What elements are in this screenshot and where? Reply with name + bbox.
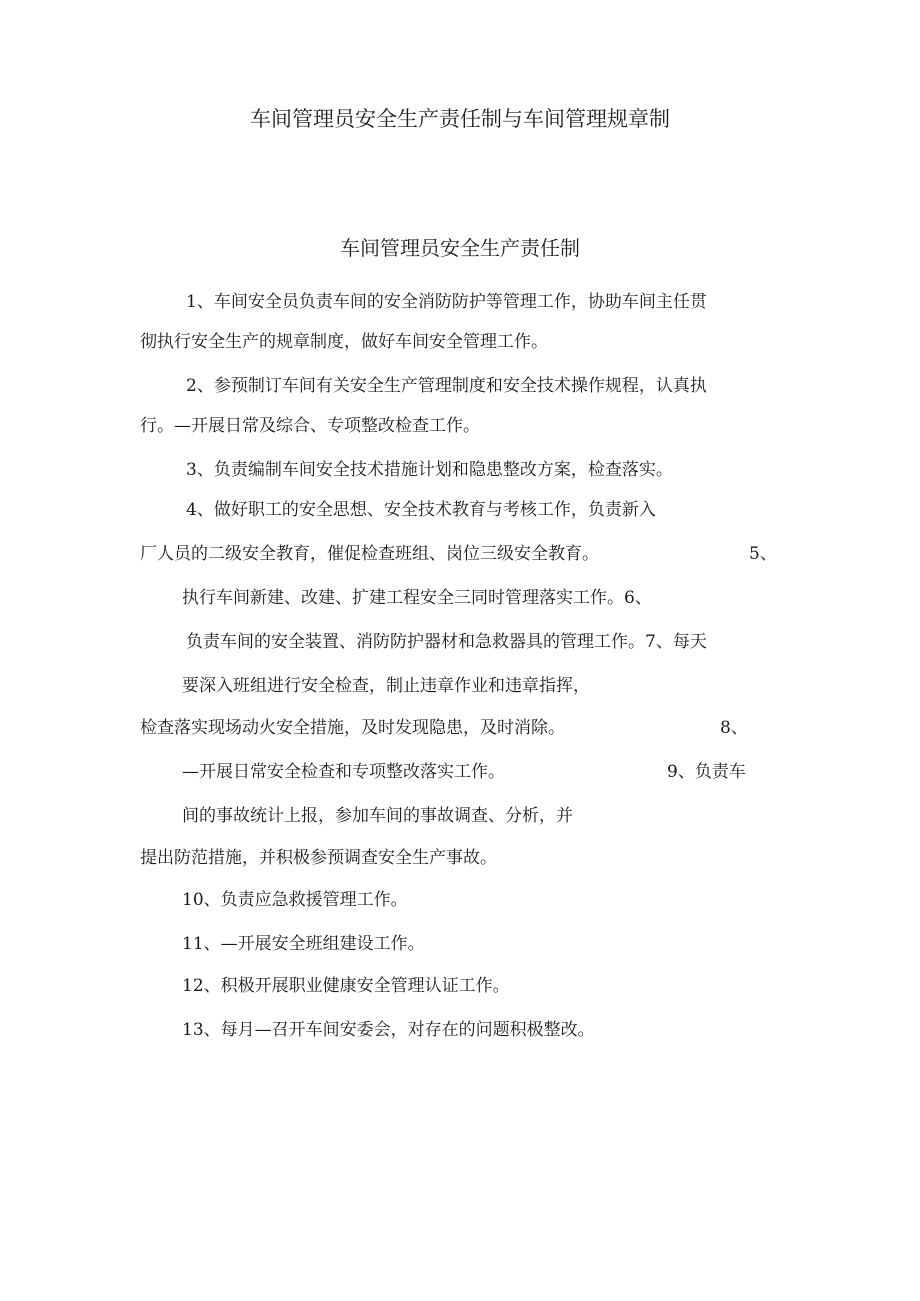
section-title: 车间管理员安全生产责任制 — [340, 236, 580, 260]
paragraph-line: 彻执行安全生产的规章制度，做好车间安全管理工作。 — [140, 332, 548, 352]
item-number-fragment: 8、 — [720, 718, 748, 738]
paragraph-line: —开展日常安全检查和专项整改落实工作。 — [182, 762, 505, 782]
paragraph-line: 12、积极开展职业健康安全管理认证工作。 — [182, 976, 510, 996]
paragraph-line: 10、负责应急救援管理工作。 — [182, 890, 408, 910]
paragraph-line: 4、做好职工的安全思想、安全技术教育与考核工作，负责新入 — [186, 500, 656, 520]
paragraph-line: 负责车间的安全装置、消防防护器材和急救器具的管理工作。7、每天 — [186, 632, 707, 652]
paragraph-line: 3、负责编制车间安全技术措施计划和隐患整改方案，检查落实。 — [186, 460, 673, 480]
item-number-fragment: 5、 — [749, 544, 777, 564]
paragraph-line: 提出防范措施，并积极参预调查安全生产事故。 — [140, 848, 497, 868]
paragraph-line: 2、参预制订车间有关安全生产管理制度和安全技术操作规程，认真执 — [186, 376, 707, 396]
paragraph-line: 检查落实现场动火安全措施，及时发现隐患，及时消除。 — [140, 718, 565, 738]
paragraph-line: 执行车间新建、改建、扩建工程安全三同时管理落实工作。6、 — [182, 588, 652, 608]
item-number-fragment: 9、负责车 — [667, 762, 746, 782]
paragraph-line: 1、车间安全员负责车间的安全消防防护等管理工作，协助车间主任贯 — [186, 292, 707, 312]
paragraph-line: 要深入班组进行安全检查，制止违章作业和违章指挥， — [182, 676, 590, 696]
paragraph-line: 间的事故统计上报，参加车间的事故调查、分析，并 — [182, 806, 573, 826]
paragraph-line: 厂人员的二级安全教育，催促检查班组、岗位三级安全教育。 — [140, 544, 599, 564]
paragraph-line: 11、—开展安全班组建设工作。 — [182, 934, 425, 954]
paragraph-line: 13、每月—召开车间安委会，对存在的问题积极整改。 — [182, 1020, 595, 1040]
paragraph-line: 行。—开展日常及综合、专项整改检查工作。 — [140, 416, 480, 436]
document-title: 车间管理员安全生产责任制与车间管理规章制 — [250, 107, 670, 131]
